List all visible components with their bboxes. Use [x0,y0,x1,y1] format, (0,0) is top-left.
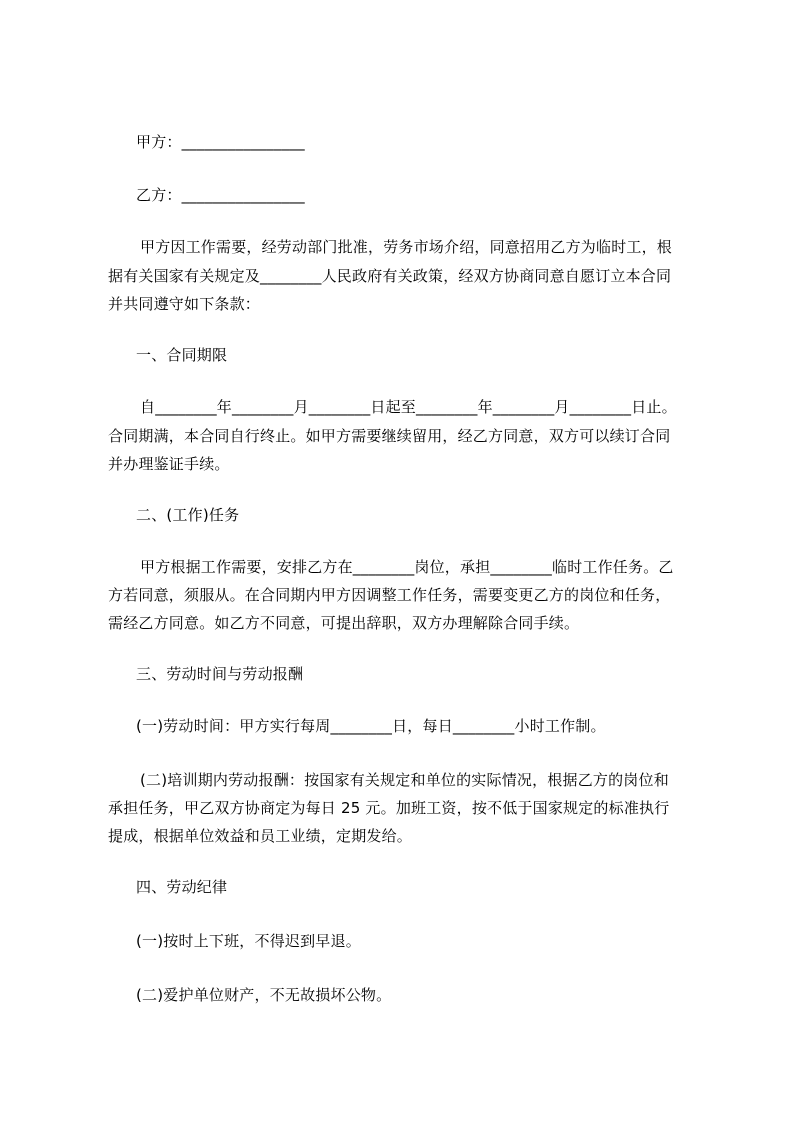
party-b-line: 乙方：________________ [136,186,305,204]
section-1-heading: 一、合同期限 [136,346,228,364]
section-3-item-2-line-1: (二)培训期内劳动报酬：按国家有关规定和单位的实际情况，根据乙方的岗位和 [140,771,669,789]
section-2-heading: 二、(工作)任务 [136,506,240,524]
section-4-item-1: (一)按时上下班，不得迟到早退。 [136,932,361,950]
section-1-line-1: 自________年________月________日起至________年________月________日止。 [140,398,677,416]
party-a-line: 甲方：________________ [136,133,305,151]
section-3-item-2-line-2: 承担任务，甲乙双方协商定为每日 25 元。加班工资，按不低于国家规定的标准执行 [108,799,670,817]
intro-line-2: 据有关国家有关规定及________人民政府有关政策，经双方协商同意自愿订立本合同 [108,267,672,285]
section-3-item-2-line-3: 提成，根据单位效益和员工业绩，定期发给。 [108,827,413,845]
section-2-line-3: 需经乙方同意。如乙方不同意，可提出辞职，双方办理解除合同手续。 [108,614,580,632]
section-3-heading: 三、劳动时间与劳动报酬 [136,665,304,683]
intro-line-1: 甲方因工作需要，经劳动部门批准，劳务市场介绍，同意招用乙方为临时工，根 [140,238,673,256]
section-1-line-2: 合同期满，本合同自行终止。如甲方需要继续留用，经乙方同意，双方可以续订合同 [108,427,671,445]
intro-line-3: 并共同遵守如下条款： [108,295,261,313]
section-3-item-1: (一)劳动时间：甲方实行每周________日，每日________小时工作制。 [136,717,606,735]
section-1-line-3: 并办理鉴证手续。 [108,455,230,473]
section-2-line-1: 甲方根据工作需要，安排乙方在________岗位，承担________临时工作任务。乙 [140,558,674,576]
section-4-heading: 四、劳动纪律 [136,878,228,896]
section-2-line-2: 方若同意，须服从。在合同期内甲方因调整工作任务，需要变更乙方的岗位和任务， [108,586,671,604]
section-4-item-2: (二)爱护单位财产，不无故损坏公物。 [136,986,392,1004]
